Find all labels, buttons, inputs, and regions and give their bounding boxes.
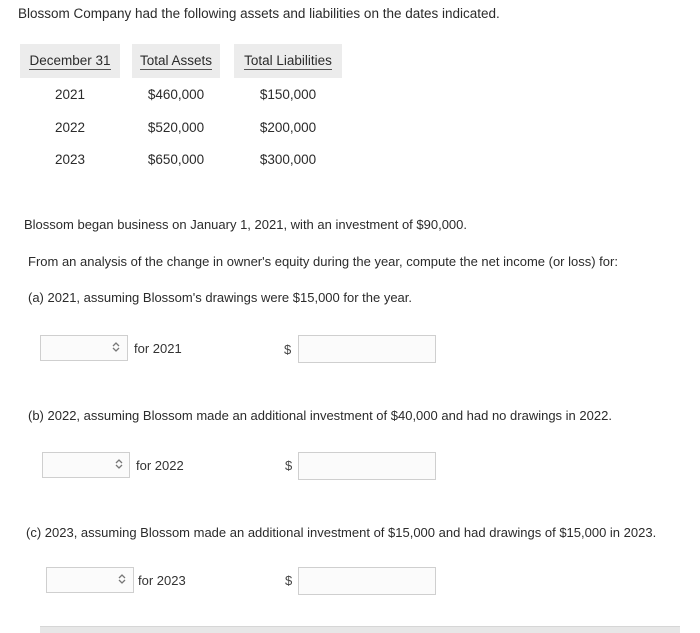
header-total-liabilities: Total Liabilities xyxy=(234,44,342,78)
table-cell-liabilities: $300,000 xyxy=(259,152,317,167)
header-december-31: December 31 xyxy=(20,44,120,78)
table-cell-year: 2023 xyxy=(54,152,86,167)
analysis-instruction: From an analysis of the change in owner's equity during the year, compute the net income (or loss) for: xyxy=(28,254,618,269)
part-b-prompt: (b) 2022, assuming Blossom made an additional investment of $40,000 and had no drawings in 2022. xyxy=(28,408,612,423)
part-c-prompt: (c) 2023, assuming Blossom made an additional investment of $15,000 and had drawings of $15,000 in 2023. xyxy=(26,525,657,540)
table-cell-year: 2022 xyxy=(54,120,86,135)
part-a-prompt: (a) 2021, assuming Blossom's drawings were $15,000 for the year. xyxy=(28,290,413,305)
dollar-sign: $ xyxy=(285,573,293,588)
label-for-2023: for 2023 xyxy=(138,573,186,588)
amount-input-2021[interactable] xyxy=(298,335,436,363)
table-cell-liabilities: $200,000 xyxy=(259,120,317,135)
label-for-2021: for 2021 xyxy=(134,341,182,356)
header-total-assets: Total Assets xyxy=(132,44,220,78)
table-cell-assets: $650,000 xyxy=(147,152,205,167)
table-cell-liabilities: $150,000 xyxy=(259,87,317,102)
table-cell-year: 2021 xyxy=(54,87,86,102)
updown-chevron-icon xyxy=(114,458,124,472)
label-for-2022: for 2022 xyxy=(136,458,184,473)
amount-input-2022[interactable] xyxy=(298,452,436,480)
amount-input-2023[interactable] xyxy=(298,567,436,595)
business-start-text: Blossom began business on January 1, 2021, with an investment of $90,000. xyxy=(24,217,468,232)
table-cell-assets: $520,000 xyxy=(147,120,205,135)
dollar-sign: $ xyxy=(285,458,293,473)
dollar-sign: $ xyxy=(284,342,292,357)
updown-chevron-icon xyxy=(111,341,121,355)
problem-intro: Blossom Company had the following assets and liabilities on the dates indicated. xyxy=(18,6,500,21)
updown-chevron-icon xyxy=(117,573,127,587)
table-cell-assets: $460,000 xyxy=(147,87,205,102)
